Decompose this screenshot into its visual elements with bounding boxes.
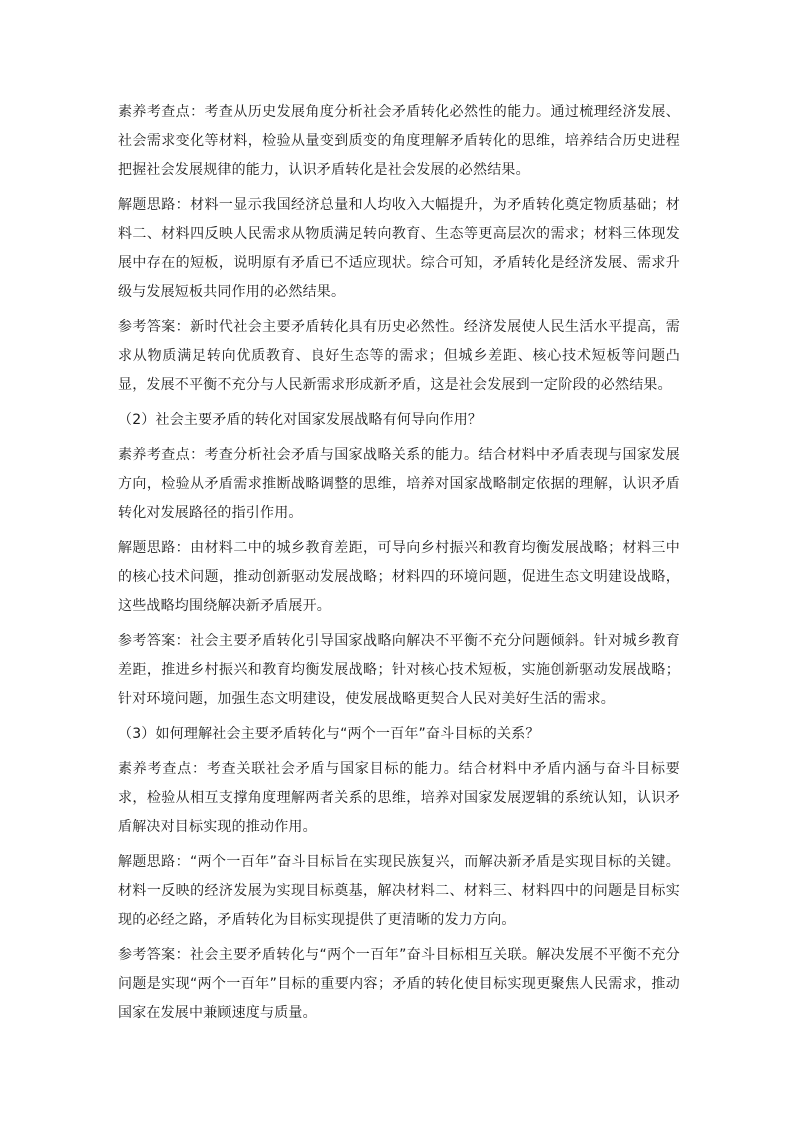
question-heading: （3）如何理解社会主要矛盾转化与“两个一百年”奋斗目标的关系？ [118,726,540,742]
analysis-paragraph: 素养考查点：考查分析社会矛盾与国家战略关系的能力。结合材料中矛盾表现与国家发展方向，检验从矛盾需求推断战略调整的思维，培养对国家战略制定依据的理解，认识矛盾转化对发展路径的指引作用。 [118,447,680,521]
analysis-paragraph: 素养考查点：考查关联社会矛盾与国家目标的能力。结合材料中矛盾内涵与奋斗目标要求，检验从相互支撑角度理解两者关系的思维，培养对国家发展逻辑的系统认知，认识矛盾解决对目标实现的推动作用。 [118,761,680,835]
answer-paragraph: 参考答案：社会主要矛盾转化与“两个一百年”奋斗目标相互关联。解决发展不平衡不充分问题是实现“两个一百年”目标的重要内容；矛盾的转化使目标实现更聚焦人民需求，推动国家在发展中兼顾速度与质量。 [118,947,680,1021]
answer-paragraph: 参考答案：新时代社会主要矛盾转化具有历史必然性。经济发展使人民生活水平提高，需求从物质满足转向优质教育、良好生态等的需求；但城乡差距、核心技术短板等问题凸显，发展不平衡不充分与人民新需求形成新矛盾，这是社会发展到一定阶段的必然结果。 [118,319,680,393]
analysis-paragraph: 素养考查点：考查从历史发展角度分析社会矛盾转化必然性的能力。通过梳理经济发展、社会需求变化等材料，检验从量变到质变的角度理解矛盾转化的思维，培养结合历史进程把握社会发展规律的能力，认识矛盾转化是社会发展的必然结果。 [118,104,680,178]
approach-paragraph: 解题思路：由材料二中的城乡教育差距，可导向乡村振兴和教育均衡发展战略；材料三中的核心技术问题，推动创新驱动发展战略；材料四的环境问题，促进生态文明建设战略，这些战略均围绕解决新矛盾展开。 [118,540,680,614]
question-heading: （2）社会主要矛盾的转化对国家发展战略有何导向作用？ [118,412,483,428]
approach-paragraph: 解题思路：“两个一百年”奋斗目标旨在实现民族复兴，而解决新矛盾是实现目标的关键。材料一反映的经济发展为实现目标奠基，解决材料二、材料三、材料四中的问题是目标实现的必经之路，矛盾转化为目标实现提供了更清晰的发力方向。 [118,854,680,928]
document-body [118,98,680,1034]
approach-paragraph: 解题思路：材料一显示我国经济总量和人均收入大幅提升，为矛盾转化奠定物质基础；材料二、材料四反映人民需求从物质满足转向教育、生态等更高层次的需求；材料三体现发展中存在的短板，说明原有矛盾已不适应现状。综合可知，矛盾转化是经济发展、需求升级与发展短板共同作用的必然结果。 [118,197,680,300]
answer-paragraph: 参考答案：社会主要矛盾转化引导国家战略向解决不平衡不充分问题倾斜。针对城乡教育差距，推进乡村振兴和教育均衡发展战略；针对核心技术短板，实施创新驱动发展战略；针对环境问题，加强生态文明建设，使发展战略更契合人民对美好生活的需求。 [118,633,680,707]
